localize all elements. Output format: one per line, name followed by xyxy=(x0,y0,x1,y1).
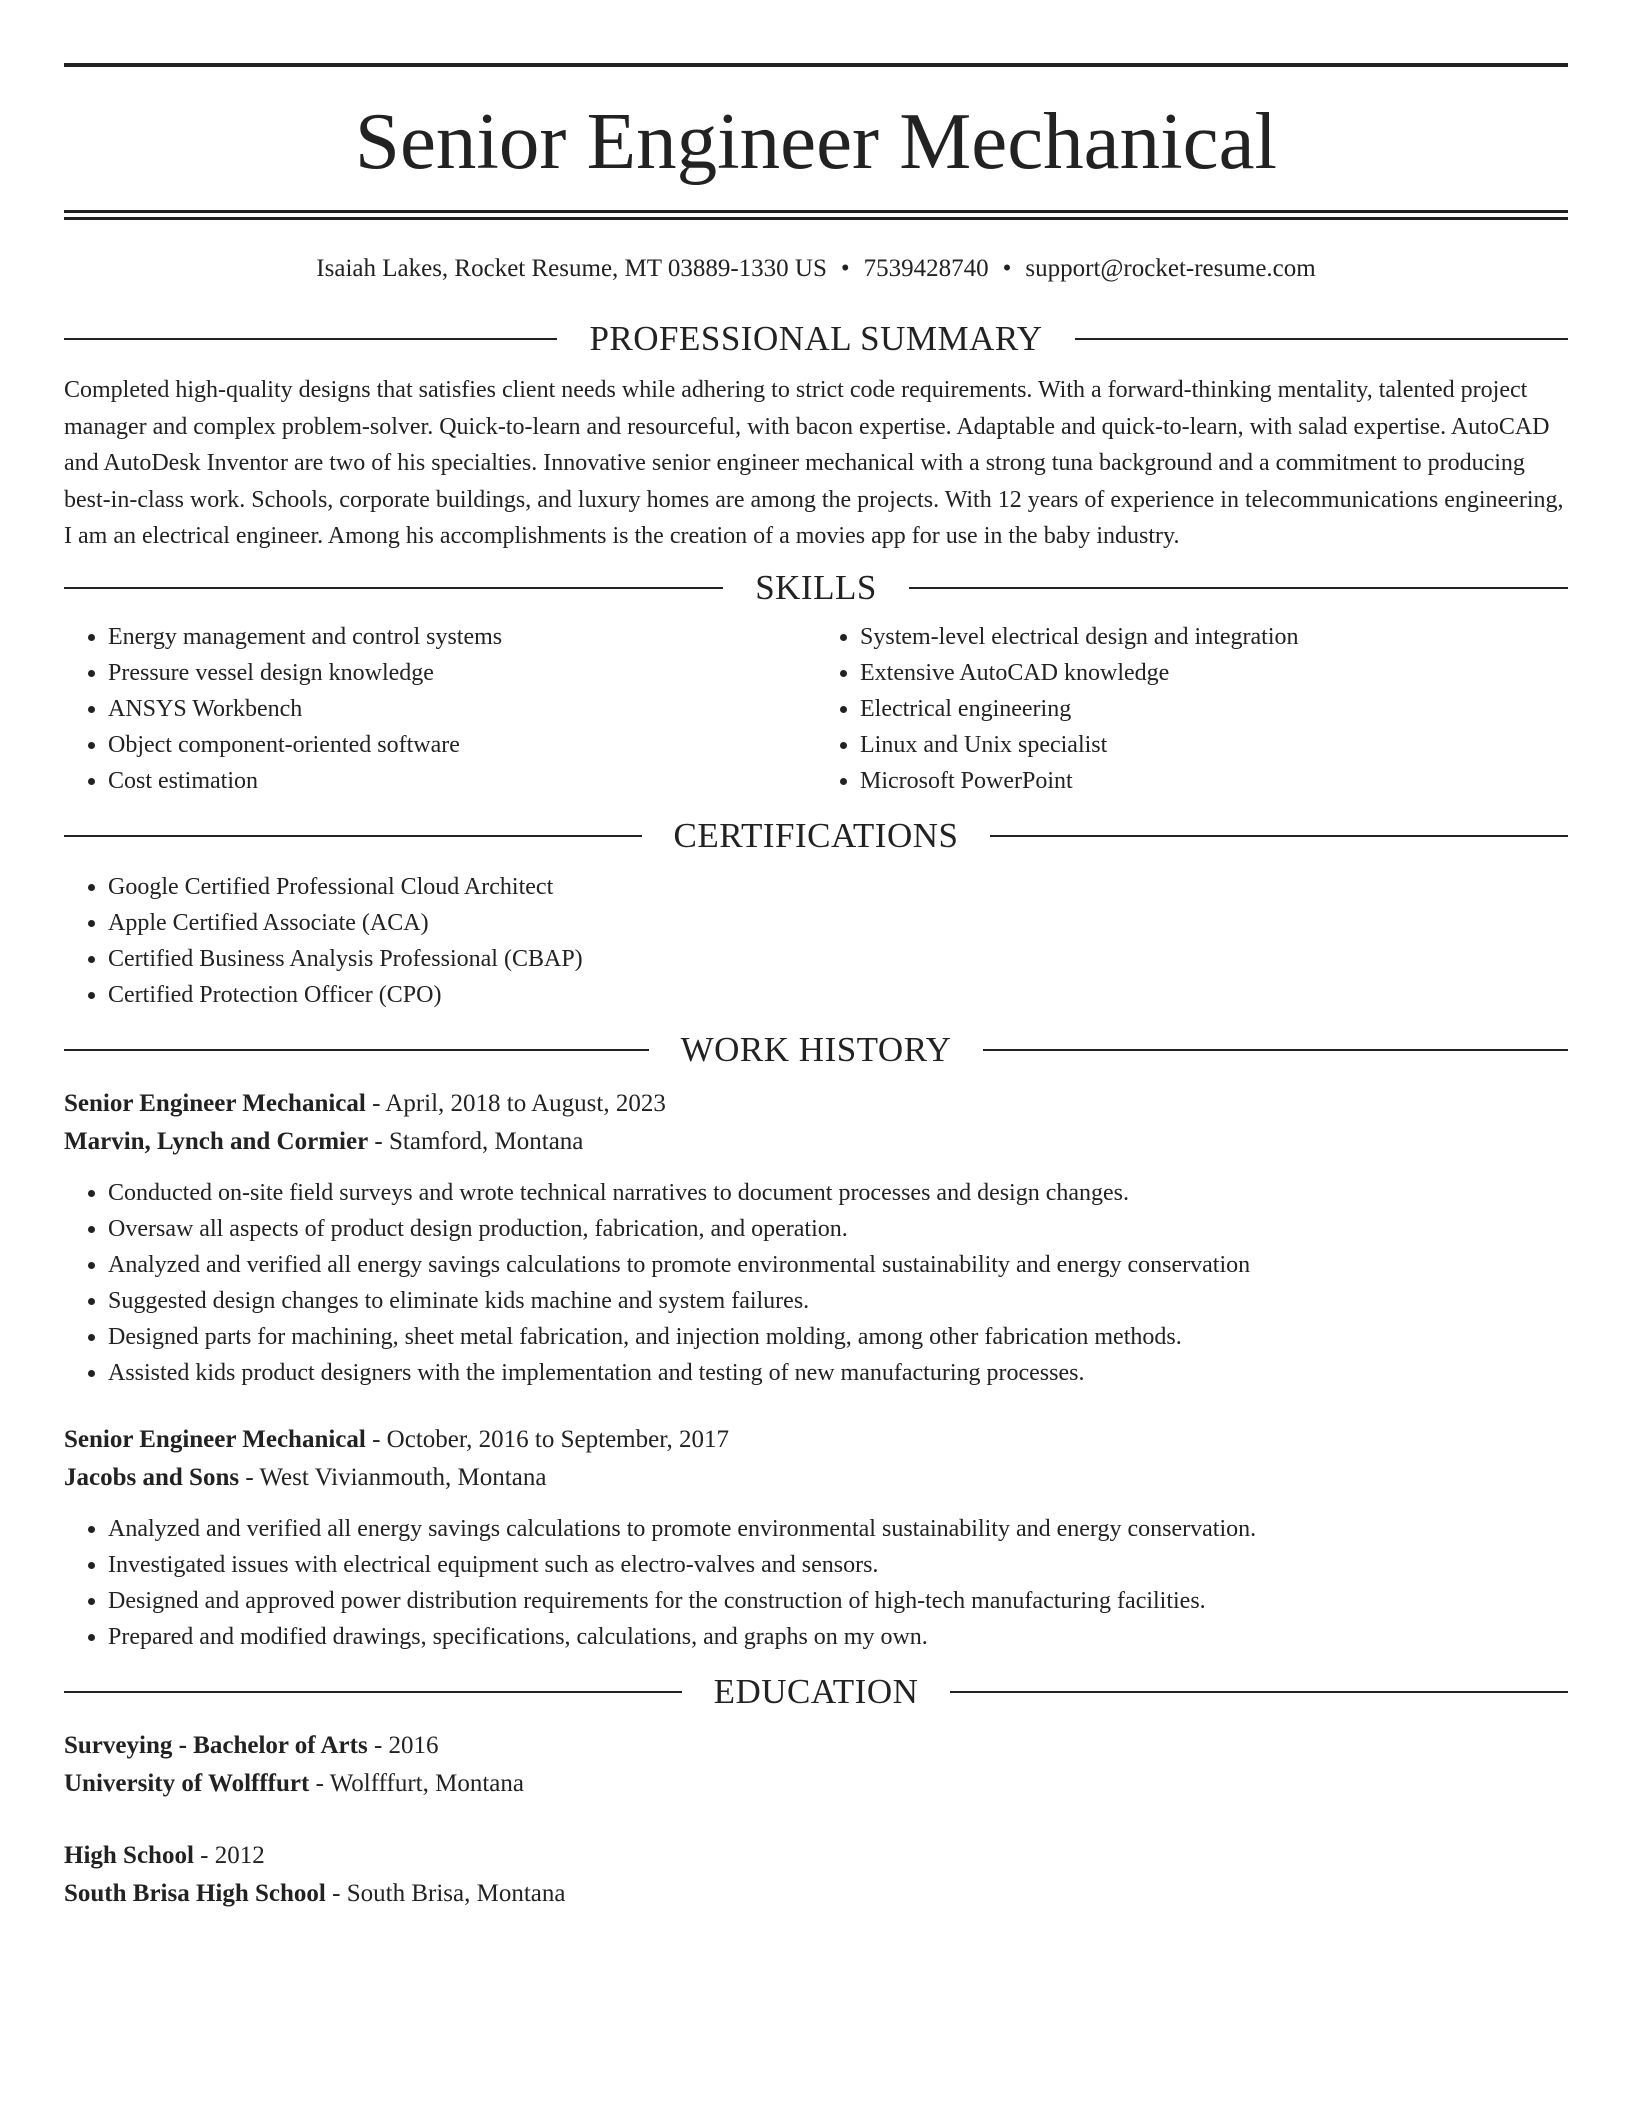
certification-item: • Apple Certified Associate (ACA) xyxy=(108,905,1568,941)
section-title: CERTIFICATIONS xyxy=(673,815,959,855)
section-title: SKILLS xyxy=(755,567,877,607)
certifications-list xyxy=(64,869,1568,1013)
skill-item: • ANSYS Workbench xyxy=(108,691,816,727)
education-entry xyxy=(64,1837,1568,1913)
section-heading-certifications xyxy=(64,815,1568,857)
resume-name: Senior Engineer Mechanical xyxy=(354,96,1278,186)
degree-line xyxy=(64,1837,1568,1875)
divider xyxy=(64,835,642,837)
job-title-line xyxy=(64,1085,1568,1123)
skill-item: • Linux and Unix specialist xyxy=(860,727,1568,763)
job-bullets xyxy=(64,1175,1568,1391)
skill-item: • System-level electrical design and integration xyxy=(860,619,1568,655)
job-title-line xyxy=(64,1421,1568,1459)
degree: High School xyxy=(64,1841,194,1869)
skill-item: • Cost estimation xyxy=(108,763,816,799)
job-dates: - April, 2018 to August, 2023 xyxy=(365,1089,666,1117)
education-entry xyxy=(64,1727,1568,1803)
job-company: Jacobs and Sons xyxy=(64,1463,240,1491)
degree-year: - 2016 xyxy=(367,1731,439,1759)
divider xyxy=(64,587,723,589)
contact-line xyxy=(64,254,1568,284)
summary-paragraph: Completed high-quality designs that satisfies client needs while adhering to strict code requirements. With a forward-thinking mentality, talented project manager and complex problem-solver. Quick-to-learn and resourceful, with bacon expertise. Adaptable and quick-to-learn, with salad expertise. AutoCAD and AutoDesk Inventor are two of his specialties. Innovative senior engineer mechanical with a strong tuna background and a commitment to producing best-in-class work. Schools, corporate buildings, and luxury homes are among the projects. With 12 years of experience in telecommunications engineering, I am an electrical engineer. Among his accomplishments is the creation of a movies app for use in the baby industry. xyxy=(64,377,1564,549)
job-company: Marvin, Lynch and Cormier xyxy=(64,1127,369,1155)
divider xyxy=(64,338,557,340)
school-line xyxy=(64,1875,1568,1913)
contact-separator: • xyxy=(1002,255,1012,282)
certification-item: • Google Certified Professional Cloud Architect xyxy=(108,869,1568,905)
skill-item: • Object component-oriented software xyxy=(108,727,816,763)
degree-line xyxy=(64,1727,1568,1765)
job-bullet: • Investigated issues with electrical equipment such as electro-valves and sensors. xyxy=(108,1547,1568,1583)
divider xyxy=(983,1049,1568,1051)
job-bullet: • Conducted on-site field surveys and wrote technical narratives to document processes and design changes. xyxy=(108,1175,1568,1211)
job-bullet: • Designed and approved power distribution requirements for the construction of high-tech manufacturing facilities. xyxy=(108,1583,1568,1619)
section-heading-education xyxy=(64,1671,1568,1713)
job-bullet: • Analyzed and verified all energy savings calculations to promote environmental sustainability and energy conservation. xyxy=(108,1511,1568,1547)
divider xyxy=(950,1691,1568,1693)
skill-item: • Microsoft PowerPoint xyxy=(860,763,1568,799)
contact-address: Isaiah Lakes, Rocket Resume, MT 03889-1330 US xyxy=(316,255,827,282)
divider xyxy=(1075,338,1568,340)
skill-item: • Pressure vessel design knowledge xyxy=(108,655,816,691)
divider xyxy=(990,835,1568,837)
degree: Surveying - Bachelor of Arts xyxy=(64,1731,368,1759)
skills-column-right xyxy=(816,619,1568,799)
job-company-line xyxy=(64,1123,1568,1161)
contact-separator: • xyxy=(840,255,850,282)
contact-phone[interactable]: 7539428740 xyxy=(863,255,989,282)
contact-email[interactable]: support@rocket-resume.com xyxy=(1025,255,1316,282)
section-heading-skills xyxy=(64,567,1568,609)
job-bullet: • Designed parts for machining, sheet metal fabrication, and injection molding, among other fabrication methods. xyxy=(108,1319,1568,1355)
work-entry xyxy=(64,1085,1568,1391)
section-title: EDUCATION xyxy=(713,1671,919,1711)
job-company-line xyxy=(64,1459,1568,1497)
divider xyxy=(909,587,1568,589)
skills-column-left xyxy=(64,619,816,799)
job-dates: - October, 2016 to September, 2017 xyxy=(365,1425,730,1453)
job-location: - West Vivianmouth, Montana xyxy=(239,1463,547,1491)
job-title: Senior Engineer Mechanical xyxy=(64,1089,366,1117)
certification-item: • Certified Protection Officer (CPO) xyxy=(108,977,1568,1013)
school-line xyxy=(64,1765,1568,1803)
divider xyxy=(64,1049,649,1051)
job-bullet: • Oversaw all aspects of product design production, fabrication, and operation. xyxy=(108,1211,1568,1247)
section-heading-work xyxy=(64,1029,1568,1071)
job-bullet: • Assisted kids product designers with the implementation and testing of new manufacturing processes. xyxy=(108,1355,1568,1391)
section-heading-summary xyxy=(64,318,1568,360)
degree-year: - 2012 xyxy=(193,1841,265,1869)
skill-item: • Extensive AutoCAD knowledge xyxy=(860,655,1568,691)
school: University of Wolfffurt xyxy=(64,1769,310,1797)
school: South Brisa High School xyxy=(64,1879,326,1907)
job-location: - Stamford, Montana xyxy=(368,1127,584,1155)
job-bullet: • Analyzed and verified all energy savings calculations to promote environmental sustainability and energy conservation xyxy=(108,1247,1568,1283)
work-entry xyxy=(64,1421,1568,1655)
certification-item: • Certified Business Analysis Professional (CBAP) xyxy=(108,941,1568,977)
section-title: PROFESSIONAL SUMMARY xyxy=(589,319,1043,358)
top-rule xyxy=(64,63,1568,67)
job-bullet: • Suggested design changes to eliminate kids machine and system failures. xyxy=(108,1283,1568,1319)
section-title: WORK HISTORY xyxy=(680,1029,952,1069)
school-location: - Wolfffurt, Montana xyxy=(309,1769,524,1797)
header-double-rule xyxy=(64,210,1568,220)
school-location: - South Brisa, Montana xyxy=(325,1879,566,1907)
job-bullet: • Prepared and modified drawings, specifications, calculations, and graphs on my own. xyxy=(108,1619,1568,1655)
skill-item: • Energy management and control systems xyxy=(108,619,816,655)
divider xyxy=(64,1691,682,1693)
skills-list xyxy=(64,619,1568,799)
job-bullets xyxy=(64,1511,1568,1655)
skill-item: • Electrical engineering xyxy=(860,691,1568,727)
job-title: Senior Engineer Mechanical xyxy=(64,1425,366,1453)
